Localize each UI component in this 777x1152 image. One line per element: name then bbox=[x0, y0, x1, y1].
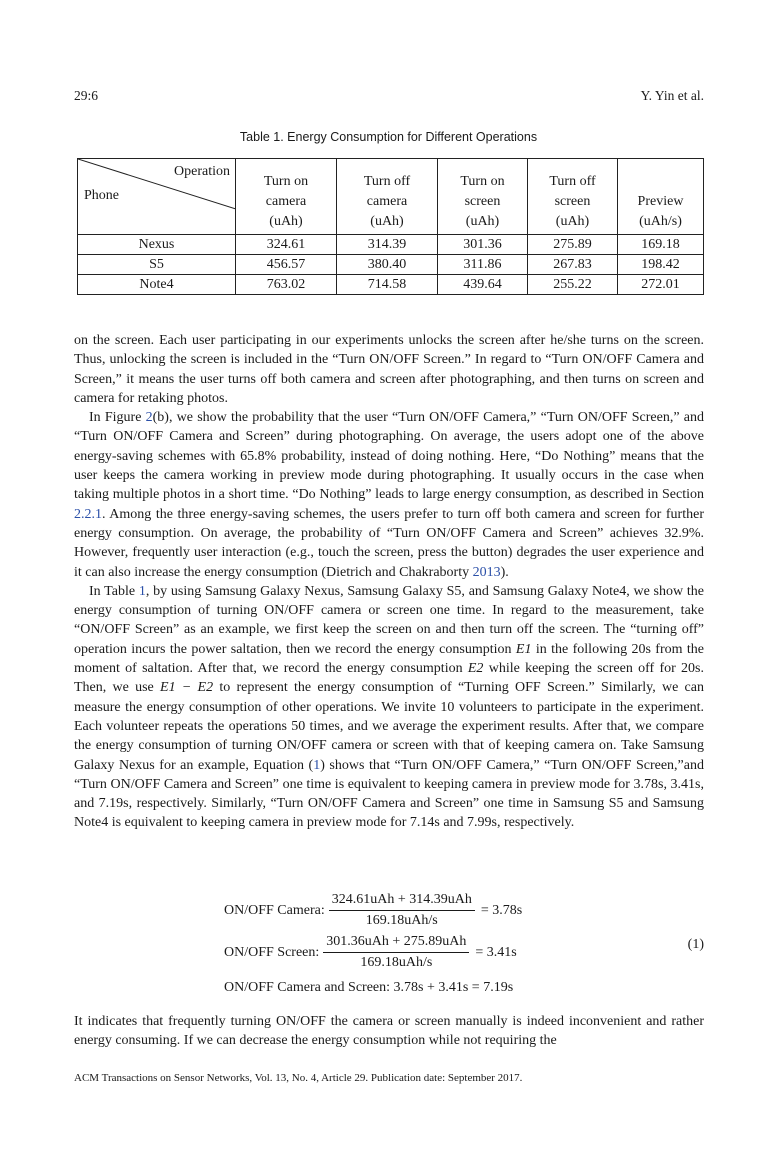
equation-result: = 3.78s bbox=[480, 902, 523, 918]
equation-line-screen bbox=[224, 934, 517, 971]
equation-line-camera bbox=[224, 892, 522, 929]
value-cell: 301.36 bbox=[438, 235, 528, 255]
text-run: to represent the energy consumption of “Turning OFF Screen.” Similarly, we can measure the energy consumption of other operations. We invite 10 volunteers to participate in the experiment. Each volunteer repeats the operations 50 times, and we average the experiment results. After that, we compare the energy consumption of turning ON/OFF camera or screen with that of keeping camera on. Take Samsung Galaxy Nexus for an example, Equation ( bbox=[74, 680, 704, 773]
cross-reference-link[interactable]: 2013 bbox=[472, 564, 501, 580]
cross-reference-link[interactable]: 2 bbox=[145, 410, 153, 426]
cross-reference-link[interactable]: 2.2.1 bbox=[74, 506, 102, 522]
body-paragraph bbox=[74, 408, 704, 582]
equation-label: ON/OFF Camera: bbox=[224, 902, 325, 918]
text-run: In Table bbox=[89, 583, 139, 599]
table-row bbox=[78, 255, 704, 275]
page-number: 29:6 bbox=[74, 88, 99, 103]
body-paragraph bbox=[74, 582, 704, 833]
table-caption: Table 1. Energy Consumption for Different Operations bbox=[239, 130, 538, 144]
operation-axis-label: Operation bbox=[174, 164, 230, 179]
text-run: . Among the three energy-saving schemes, the users prefer to turn off both camera and screen for further energy consumption. On average, the probability of “Turn ON/OFF Camera and Screen” achieves 32.9%. However, frequently user interaction (e.g., touch the screen, press the button) degrades the user experience and it can also increase the energy consumption (Dietrich and Chakraborty bbox=[74, 506, 704, 580]
value-cell: 714.58 bbox=[337, 275, 438, 295]
body-text bbox=[74, 331, 704, 833]
value-cell: 456.57 bbox=[236, 255, 337, 275]
fraction-numerator: 324.61uAh + 314.39uAh bbox=[329, 892, 475, 911]
value-cell: 380.40 bbox=[337, 255, 438, 275]
text-run: ) shows that “Turn ON/OFF Camera,” “Turn ON/OFF Screen,”and “Turn ON/OFF Camera and Screen” one time is equivalent to keeping camera in preview mode for 3.78s, 3.41s, and 7.19s, respectively. Similarly, “Turn ON/OFF Camera and Screen” one time in Samsung S5 and Samsung Note4 is equivalent to keeping camera in preview mode for 7.14s and 7.99s, respectively. bbox=[74, 757, 704, 831]
value-cell: 324.61 bbox=[236, 235, 337, 255]
inline-math: E1 − E2 bbox=[160, 680, 214, 696]
closing-paragraph: It indicates that frequently turning ON/OFF the camera or screen manually is indeed inconvenient and rather energy consuming. If we can decrease the energy consumption while not requiring the bbox=[74, 1014, 704, 1049]
fraction bbox=[323, 934, 469, 971]
energy-consumption-table bbox=[77, 158, 704, 295]
phone-name-cell: S5 bbox=[78, 255, 236, 275]
text-run: on the screen. Each user participating in our experiments unlocks the screen after he/she turns on the screen. Thus, unlocking the screen is included in the “Turn ON/OFF Screen.” In regard to “Turn ON/OFF Camera and Screen,” it means the user turns off both camera and screen after photographing, and then turns on screen and camera for retaking photos. bbox=[74, 333, 704, 406]
value-cell: 255.22 bbox=[528, 275, 618, 295]
cross-reference-link[interactable]: 1 bbox=[313, 757, 321, 773]
table-corner-header bbox=[78, 159, 236, 235]
value-cell: 267.83 bbox=[528, 255, 618, 275]
journal-footer: ACM Transactions on Sensor Networks, Vol. 13, No. 4, Article 29. Publication date: September 2017. bbox=[74, 1072, 523, 1084]
column-header-preview: Preview (uAh/s) bbox=[618, 159, 704, 235]
equation-number: (1) bbox=[687, 937, 704, 952]
body-paragraph bbox=[74, 331, 704, 408]
value-cell: 763.02 bbox=[236, 275, 337, 295]
text-run: ). bbox=[500, 564, 509, 580]
text-run: (b), we show the probability that the user “Turn ON/OFF Camera,” “Turn ON/OFF Screen,” and “Turn ON/OFF Camera and Screen” during photographing. On average, the users adopt one of the above energy-saving schemes with 65.8% probability, instead of doing nothing. Here, “Do Nothing” means that the user keeps the camera working in preview mode during photographing. It usually occurs in the case when taking multiple photos in a short time. “Do Nothing” leads to large energy consumption, as described in Section bbox=[74, 410, 704, 503]
inline-math: E1 bbox=[515, 641, 532, 657]
text-run: , by using Samsung Galaxy Nexus, Samsung Galaxy S5, and Samsung Galaxy Note4, we show the energy consumption of turning ON/OFF camera or screen one time. In regard to the measurement, take “ON/OFF Screen” as an example, we first keep the screen on and then turn off the screen. The “turning off” operation incurs the power saltation, then we record the energy consumption bbox=[74, 583, 704, 657]
value-cell: 169.18 bbox=[618, 235, 704, 255]
phone-name-cell: Nexus bbox=[78, 235, 236, 255]
value-cell: 272.01 bbox=[618, 275, 704, 295]
column-header-turn-off-screen: Turn off screen (uAh) bbox=[528, 159, 618, 235]
fraction bbox=[329, 892, 475, 929]
fraction-denominator: 169.18uAh/s bbox=[365, 913, 438, 928]
table-row bbox=[78, 235, 704, 255]
author-running-head: Y. Yin et al. bbox=[640, 88, 704, 103]
phone-axis-label: Phone bbox=[84, 188, 119, 203]
fraction-denominator: 169.18uAh/s bbox=[360, 955, 433, 970]
text-run: in the following 20s from the moment of saltation. After that, we record the energy consumption bbox=[74, 641, 705, 677]
equation-1 bbox=[74, 892, 704, 1004]
column-header-turn-on-camera: Turn on camera (uAh) bbox=[236, 159, 337, 235]
inline-math: E2 bbox=[467, 661, 484, 677]
cross-reference-link[interactable]: 1 bbox=[138, 583, 146, 599]
value-cell: 198.42 bbox=[618, 255, 704, 275]
running-head bbox=[74, 88, 704, 104]
equation-label: ON/OFF Screen: bbox=[224, 944, 320, 960]
value-cell: 439.64 bbox=[438, 275, 528, 295]
equation-result: = 3.41s bbox=[475, 944, 517, 960]
table-row bbox=[78, 275, 704, 295]
text-run: In Figure bbox=[89, 410, 146, 426]
fraction-numerator: 301.36uAh + 275.89uAh bbox=[323, 934, 469, 953]
value-cell: 311.86 bbox=[438, 255, 528, 275]
value-cell: 275.89 bbox=[528, 235, 618, 255]
column-header-turn-on-screen: Turn on screen (uAh) bbox=[438, 159, 528, 235]
text-run: while keeping the screen off for 20s. Then, we use bbox=[74, 661, 705, 696]
phone-name-cell: Note4 bbox=[78, 275, 236, 295]
equation-line-total: ON/OFF Camera and Screen: 3.78s + 3.41s = 7.19s bbox=[224, 980, 514, 995]
column-header-turn-off-camera: Turn off camera (uAh) bbox=[337, 159, 438, 235]
value-cell: 314.39 bbox=[337, 235, 438, 255]
